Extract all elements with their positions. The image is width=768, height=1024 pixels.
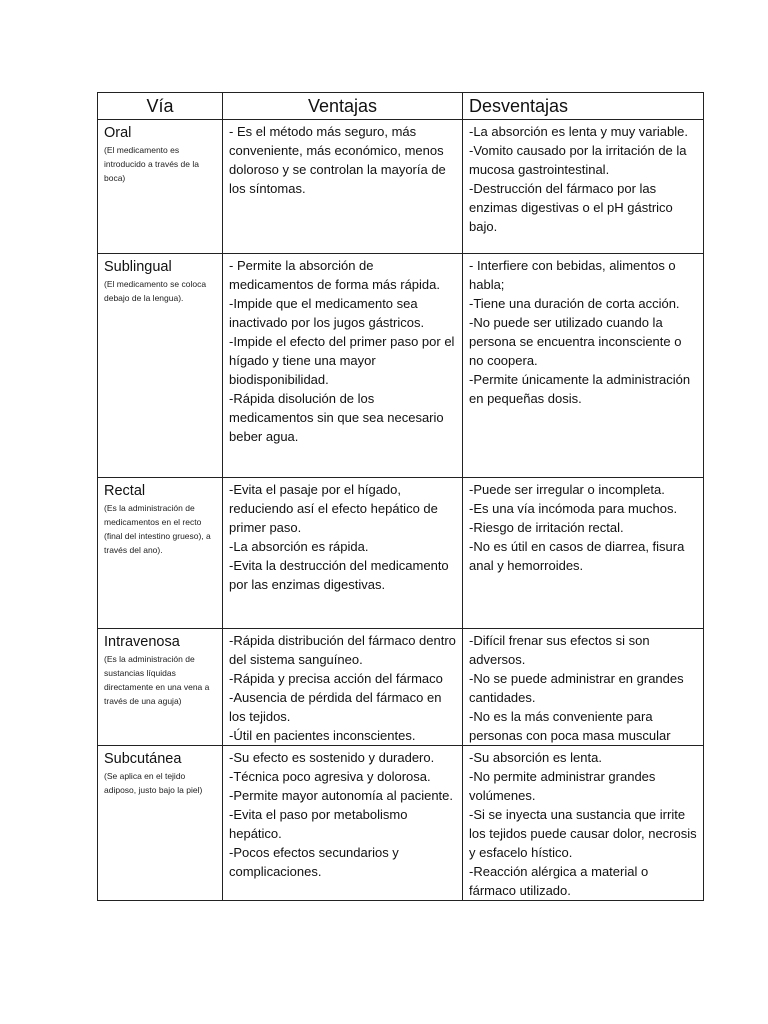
desventaja-item: -Tiene una duración de corta acción. <box>469 296 680 311</box>
desventajas-cell <box>463 478 704 629</box>
desventaja-item: -Destrucción del fármaco por las enzimas digestivas o el pH gástrico bajo. <box>469 181 673 234</box>
row-rectal <box>98 478 704 629</box>
desventaja-item: -Es una vía incómoda para muchos. <box>469 501 678 516</box>
via-cell <box>98 629 223 746</box>
desventajas-cell <box>463 254 704 478</box>
desventaja-item: -Puede ser irregular o incompleta. <box>469 482 665 497</box>
via-cell <box>98 120 223 254</box>
ventaja-item: -Permite mayor autonomía al paciente. <box>229 788 453 803</box>
ventaja-item: -Impide el efecto del primer paso por el hígado y tiene una mayor biodisponibilidad. <box>229 334 455 387</box>
ventaja-item: -La absorción es rápida. <box>229 539 369 554</box>
ventaja-item: -Impide que el medicamento sea inactivado por los jugos gástricos. <box>229 296 425 330</box>
desventajas-cell <box>463 629 704 746</box>
ventaja-item: -Pocos efectos secundarios y complicaciones. <box>229 845 399 879</box>
desventaja-item: -No es útil en casos de diarrea, fisura anal y hemorroides. <box>469 539 685 573</box>
desventajas-cell <box>463 120 704 254</box>
ventaja-item: - Permite la absorción de medicamentos de forma más rápida. <box>229 258 440 292</box>
ventajas-cell <box>223 478 463 629</box>
desventaja-item: -Reacción alérgica a material o fármaco utilizado. <box>469 864 649 898</box>
header-via: Vía <box>98 93 223 120</box>
ventajas-cell <box>223 746 463 901</box>
header-desventajas: Desventajas <box>463 93 704 120</box>
route-name: Rectal <box>104 483 146 499</box>
route-name: Intravenosa <box>104 634 180 650</box>
ventaja-item: -Rápida distribución del fármaco dentro del sistema sanguíneo. <box>229 633 456 667</box>
ventaja-item: -Ausencia de pérdida del fármaco en los tejidos. <box>229 690 442 724</box>
ventaja-item: -Evita el pasaje por el hígado, reduciendo así el efecto hepático de primer paso. <box>229 482 438 535</box>
ventajas-cell <box>223 629 463 746</box>
ventajas-cell <box>223 120 463 254</box>
route-note: (Se aplica en el tejido adiposo, justo bajo la piel) <box>104 771 203 795</box>
row-sublingual <box>98 254 704 478</box>
ventaja-item: -Útil en pacientes inconscientes. <box>229 728 416 743</box>
route-name: Subcutánea <box>104 751 182 767</box>
route-name: Sublingual <box>104 259 172 275</box>
via-cell <box>98 254 223 478</box>
desventaja-item: -Su absorción es lenta. <box>469 750 602 765</box>
row-subcutanea <box>98 746 704 901</box>
header-row <box>98 93 704 120</box>
desventaja-item: -Vomito causado por la irritación de la mucosa gastrointestinal. <box>469 143 687 177</box>
route-note: (Es la administración de sustancias líquidas directamente en una vena a través de una aguja) <box>104 654 210 706</box>
desventaja-item: -Si se inyecta una sustancia que irrite los tejidos puede causar dolor, necrosis y esfacelo hístico. <box>469 807 697 860</box>
desventaja-item: -La absorción es lenta y muy variable. <box>469 124 688 139</box>
desventaja-item: -No es la más conveniente para personas con poca masa muscular <box>469 709 671 743</box>
desventaja-item: -No puede ser utilizado cuando la persona se encuentra inconsciente o no coopera. <box>469 315 682 368</box>
ventaja-item: -Evita la destrucción del medicamento por las enzimas digestivas. <box>229 558 449 592</box>
route-note: (El medicamento es introducido a través de la boca) <box>104 145 199 183</box>
desventajas-cell <box>463 746 704 901</box>
via-cell <box>98 746 223 901</box>
header-ventajas: Ventajas <box>223 93 463 120</box>
row-intravenosa <box>98 629 704 746</box>
desventaja-item: -No se puede administrar en grandes cantidades. <box>469 671 684 705</box>
ventaja-item: -Rápida disolución de los medicamentos sin que sea necesario beber agua. <box>229 391 444 444</box>
desventaja-item: -Difícil frenar sus efectos si son adversos. <box>469 633 650 667</box>
route-name: Oral <box>104 125 132 141</box>
ventaja-item: -Su efecto es sostenido y duradero. <box>229 750 435 765</box>
row-oral <box>98 120 704 254</box>
ventaja-item: -Técnica poco agresiva y dolorosa. <box>229 769 431 784</box>
via-cell <box>98 478 223 629</box>
route-note: (El medicamento se coloca debajo de la lengua). <box>104 279 207 303</box>
routes-table <box>97 92 704 901</box>
desventaja-item: -Permite únicamente la administración en pequeñas dosis. <box>469 372 691 406</box>
desventaja-item: - Interfiere con bebidas, alimentos o habla; <box>469 258 676 292</box>
ventaja-item: -Rápida y precisa acción del fármaco <box>229 671 443 686</box>
ventaja-item: - Es el método más seguro, más conveniente, más económico, menos doloroso y se controlan la mayoría de los síntomas. <box>229 124 446 196</box>
ventaja-item: -Evita el paso por metabolismo hepático. <box>229 807 408 841</box>
desventaja-item: -Riesgo de irritación rectal. <box>469 520 624 535</box>
ventajas-cell <box>223 254 463 478</box>
route-note: (Es la administración de medicamentos en el recto (final del intestino grueso), a través del ano). <box>104 503 211 555</box>
desventaja-item: -No permite administrar grandes volúmenes. <box>469 769 656 803</box>
